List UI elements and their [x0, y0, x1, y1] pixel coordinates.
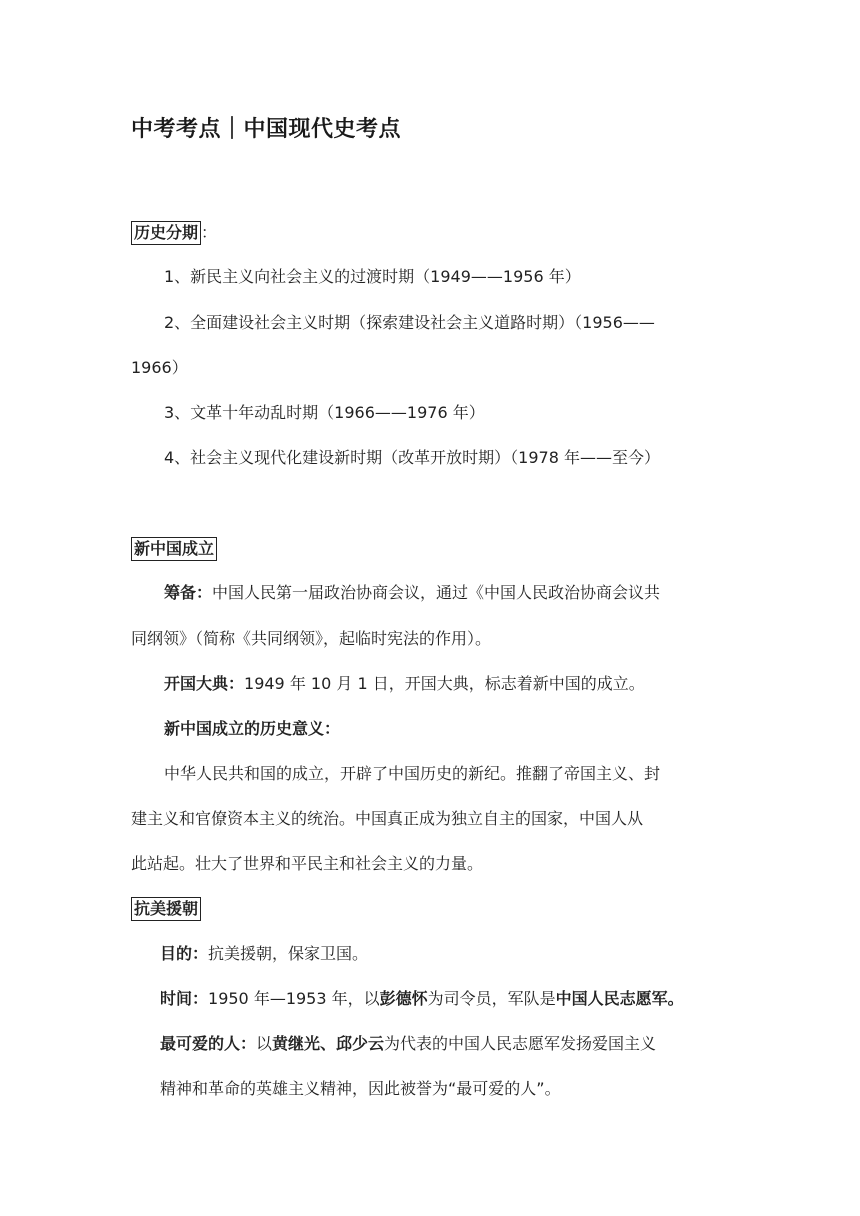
period-item-1: 1、新民主义向社会主义的过渡时期（1949——1956 年） — [164, 267, 581, 286]
commander-name: 彭德怀 — [379, 989, 428, 1008]
section-periodization-heading-row — [131, 221, 217, 245]
significance-line-2: 建主义和官僚资本主义的统治。中国真正成为独立自主的国家，中国人从 — [131, 809, 644, 828]
purpose-paragraph — [160, 943, 368, 965]
section-founding-heading-row — [131, 537, 217, 561]
hero-text-2: 为代表的中国人民志愿军发扬爱国主义 — [384, 1034, 657, 1053]
period-item-3: 3、文革十年动乱时期（1966——1976 年） — [164, 403, 485, 422]
section-heading-founding: 新中国成立 — [131, 537, 217, 561]
significance-line-3: 此站起。壮大了世界和平民主和社会主义的力量。 — [131, 854, 484, 873]
ceremony-label: 开国大典： — [164, 674, 245, 693]
time-paragraph — [160, 988, 684, 1010]
document-title: 中考考点｜中国现代史考点 — [131, 117, 402, 142]
hero-names: 黄继光、邱少云 — [272, 1034, 385, 1053]
time-label: 时间： — [160, 989, 209, 1008]
army-name: 中国人民志愿军。 — [555, 989, 684, 1008]
section-heading-periodization: 历史分期 — [131, 221, 201, 245]
time-text-2: 为司令员，军队是 — [427, 989, 556, 1008]
significance-label-row — [164, 718, 340, 740]
prep-paragraph-line-2: 同纲领》（简称《共同纲领》，起临时宪法的作用）。 — [131, 629, 492, 648]
hero-paragraph-line-1 — [160, 1033, 656, 1055]
period-item-4: 4、社会主义现代化建设新时期（改革开放时期）（1978 年——至今） — [164, 448, 660, 467]
time-text-1: 1950 年—1953 年，以 — [208, 989, 380, 1008]
period-item-2: 2、全面建设社会主义时期（探索建设社会主义道路时期）（1956—— — [164, 313, 655, 332]
ceremony-paragraph — [164, 673, 645, 695]
purpose-text: 抗美援朝，保家卫国。 — [208, 944, 369, 963]
section-heading-korea: 抗美援朝 — [131, 897, 201, 921]
ceremony-text: 1949 年 10 月 1 日，开国大典，标志着新中国的成立。 — [244, 674, 645, 693]
significance-line-1: 中华人民共和国的成立，开辟了中国历史的新纪。推翻了帝国主义、封 — [164, 764, 661, 783]
prep-label: 筹备： — [164, 583, 213, 602]
heading-colon: ： — [201, 223, 218, 242]
prep-paragraph-line-1 — [164, 582, 660, 604]
hero-text-1: 以 — [256, 1034, 273, 1053]
purpose-label: 目的： — [160, 944, 209, 963]
hero-label: 最可爱的人： — [160, 1034, 257, 1053]
section-korea-heading-row — [131, 897, 201, 921]
hero-paragraph-line-2: 精神和革命的英雄主义精神，因此被誉为“最可爱的人”。 — [160, 1079, 561, 1098]
period-item-2-continued: 1966） — [131, 358, 188, 377]
significance-label: 新中国成立的历史意义： — [164, 719, 341, 738]
prep-text: 中国人民第一届政治协商会议，通过《中国人民政治协商会议共 — [212, 583, 661, 602]
